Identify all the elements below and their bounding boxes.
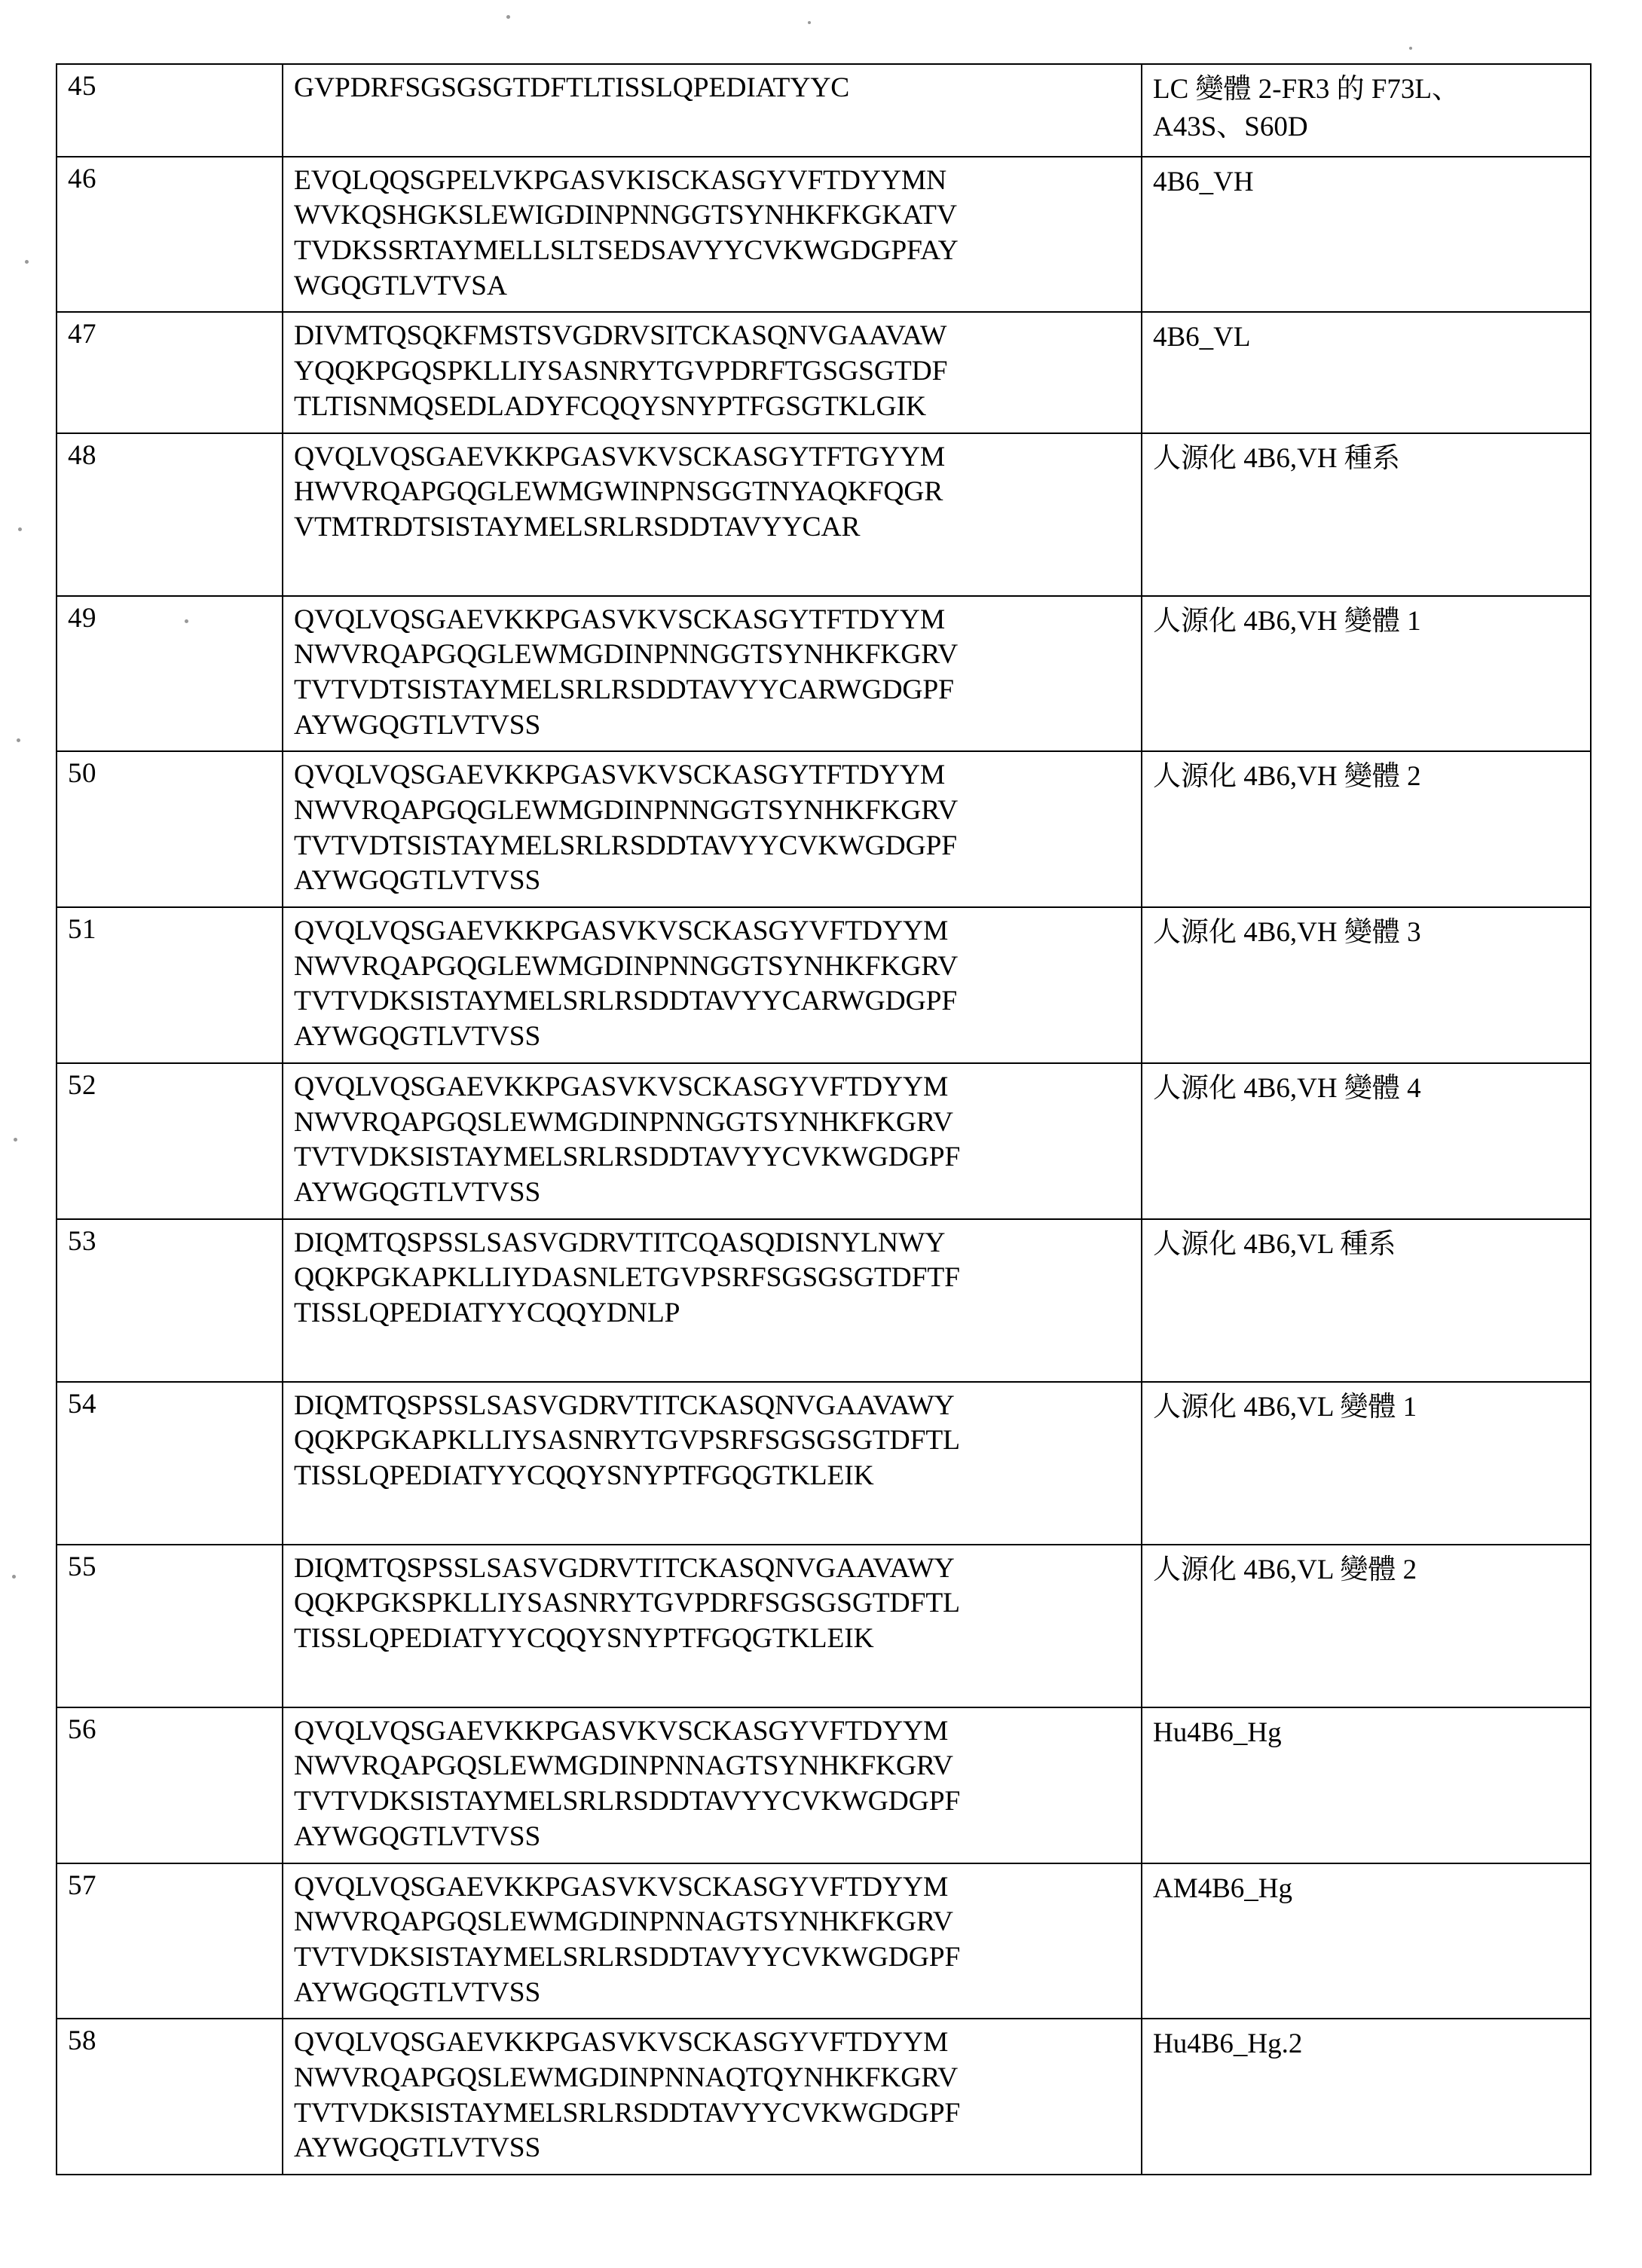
sequence-line: EVQLQQSGPELVKPGASVKISCKASGYVFTDYYMN xyxy=(294,164,947,196)
seq-id-value: 47 xyxy=(68,319,96,350)
description-cell xyxy=(1142,157,1591,313)
description-line: 人源化 4B6,VH 變體 4 xyxy=(1153,1072,1421,1104)
description-text xyxy=(1142,908,1590,959)
table-row xyxy=(57,2019,1591,2175)
scan-speck xyxy=(14,1138,17,1142)
description-line: 人源化 4B6,VL 種系 xyxy=(1153,1228,1396,1260)
table-row xyxy=(57,64,1591,157)
sequence-line: QVQLVQSGAEVKKPGASVKVSCKASGYVFTDYYM xyxy=(294,2027,949,2059)
seq-id-cell xyxy=(57,1382,283,1545)
sequence-text xyxy=(283,157,1141,312)
sequence-line: QVQLVQSGAEVKKPGASVKVSCKASGYTFTDYYM xyxy=(294,604,946,635)
description-text xyxy=(1142,65,1590,154)
sequence-line: TVTVDKSISTAYMELSRLRSDDTAVYYCVKWGDGPF xyxy=(294,1142,961,1173)
sequence-line: DIQMTQSPSSLSASVGDRVTITCKASQNVGAAVAWY xyxy=(294,1552,955,1584)
sequence-line: NWVRQAPGQSLEWMGDINPNNGGTSYNHKFKGRV xyxy=(294,1106,953,1138)
description-cell xyxy=(1142,1863,1591,2019)
description-line: LC 變體 2-FR3 的 F73L、 xyxy=(1153,74,1460,105)
scan-speck xyxy=(808,21,811,24)
sequence-line: NWVRQAPGQSLEWMGDINPNNAGTSYNHKFKGRV xyxy=(294,1906,953,1938)
sequence-line: HWVRQAPGQGLEWMGWINPNSGGTNYAQKFQGR xyxy=(294,476,943,508)
description-text xyxy=(1142,1383,1590,1434)
description-line: 人源化 4B6,VL 變體 2 xyxy=(1153,1554,1417,1585)
seq-id-cell xyxy=(57,596,283,752)
seq-id-value: 54 xyxy=(68,1388,96,1420)
sequence-line: TVTVDTSISTAYMELSRLRSDDTAVYYCARWGDGPF xyxy=(294,674,954,705)
sequence-line: DIQMTQSPSSLSASVGDRVTITCKASQNVGAAVAWY xyxy=(294,1389,955,1421)
seq-id-value: 52 xyxy=(68,1069,96,1101)
sequence-line: QVQLVQSGAEVKKPGASVKVSCKASGYTFTDYYM xyxy=(294,760,946,791)
description-text xyxy=(1142,157,1590,209)
sequence-text xyxy=(283,752,1141,906)
table-row xyxy=(57,433,1591,596)
table-row xyxy=(57,751,1591,907)
cell-spacer xyxy=(294,1494,1136,1536)
sequence-text xyxy=(283,1708,1141,1863)
description-line: 4B6_VL xyxy=(1153,322,1251,353)
sequence-text xyxy=(283,434,1141,595)
seq-id-cell xyxy=(57,1707,283,1863)
seq-id-cell xyxy=(57,1219,283,1382)
description-line: 人源化 4B6,VL 變體 1 xyxy=(1153,1391,1417,1423)
seq-id-value: 58 xyxy=(68,2025,96,2057)
description-text xyxy=(1142,1708,1590,1759)
sequence-line: TLTISNMQSEDLADYFCQQYSNYPTFGSGTKLGIK xyxy=(294,390,926,422)
seq-id-value: 55 xyxy=(68,1551,96,1582)
description-line: Hu4B6_Hg xyxy=(1153,1716,1282,1748)
sequence-cell xyxy=(283,907,1142,1063)
sequence-line: QVQLVQSGAEVKKPGASVKVSCKASGYVFTDYYM xyxy=(294,1071,949,1102)
sequence-line: TISSLQPEDIATYYCQQYSNYPTFGQGTKLEIK xyxy=(294,1623,874,1655)
seq-id-cell xyxy=(57,1063,283,1219)
sequence-line: QVQLVQSGAEVKKPGASVKVSCKASGYVFTDYYM xyxy=(294,915,949,947)
sequence-cell xyxy=(283,157,1142,313)
sequence-cell xyxy=(283,64,1142,157)
table-row xyxy=(57,1063,1591,1219)
sequence-line: TVTVDKSISTAYMELSRLRSDDTAVYYCVKWGDGPF xyxy=(294,1941,961,1973)
sequence-cell xyxy=(283,2019,1142,2175)
seq-id-cell xyxy=(57,64,283,157)
sequence-cell xyxy=(283,1382,1142,1545)
scan-speck xyxy=(506,15,510,19)
sequence-line: TVTVDKSISTAYMELSRLRSDDTAVYYCARWGDGPF xyxy=(294,986,958,1017)
description-cell xyxy=(1142,312,1591,433)
sequence-line: VTMTRDTSISTAYMELSRLRSDDTAVYYCAR xyxy=(294,511,861,543)
sequence-line: AYWGQGTLVTVSS xyxy=(294,1021,541,1053)
sequence-cell xyxy=(283,1545,1142,1707)
seq-id-value: 46 xyxy=(68,163,96,194)
sequence-line: TVTVDTSISTAYMELSRLRSDDTAVYYCVKWGDGPF xyxy=(294,830,958,861)
sequence-line: GVPDRFSGSGSGTDFTLTISSLQPEDIATYYC xyxy=(294,72,850,103)
sequence-cell xyxy=(283,1063,1142,1219)
sequence-cell xyxy=(283,751,1142,907)
description-line: 人源化 4B6,VH 變體 1 xyxy=(1153,605,1421,637)
table-row xyxy=(57,312,1591,433)
sequence-line: DIVMTQSQKFMSTSVGDRVSITCKASQNVGAAVAW xyxy=(294,320,947,352)
description-line: 人源化 4B6,VH 變體 2 xyxy=(1153,761,1421,793)
sequence-cell xyxy=(283,433,1142,596)
sequence-line: AYWGQGTLVTVSS xyxy=(294,709,541,741)
description-text xyxy=(1142,1064,1590,1115)
description-cell xyxy=(1142,596,1591,752)
table-row xyxy=(57,596,1591,752)
description-line: A43S、S60D xyxy=(1153,111,1308,142)
cell-spacer xyxy=(294,1331,1136,1374)
sequence-line: TISSLQPEDIATYYCQQYDNLP xyxy=(294,1297,680,1328)
seq-id-cell xyxy=(57,751,283,907)
seq-id-value: 51 xyxy=(68,914,96,946)
description-text xyxy=(1142,2019,1590,2071)
sequence-text xyxy=(283,597,1141,751)
sequence-text xyxy=(283,1383,1141,1544)
sequence-line: QQKPGKAPKLLIYDASNLETGVPSRFSGSGSGTDFTF xyxy=(294,1262,960,1294)
description-text xyxy=(1142,1545,1590,1597)
cell-spacer xyxy=(294,546,1136,588)
seq-id-value: 57 xyxy=(68,1869,96,1901)
description-line: 人源化 4B6,VH 變體 3 xyxy=(1153,917,1421,949)
description-text xyxy=(1142,313,1590,364)
description-cell xyxy=(1142,1219,1591,1382)
sequence-text xyxy=(283,2019,1141,2174)
table-row xyxy=(57,1382,1591,1545)
cell-spacer xyxy=(294,1657,1136,1699)
sequence-text xyxy=(283,1064,1141,1218)
seq-id-value: 49 xyxy=(68,602,96,634)
table-row xyxy=(57,1707,1591,1863)
seq-id-value: 50 xyxy=(68,758,96,790)
description-cell xyxy=(1142,751,1591,907)
sequence-line: TVTVDKSISTAYMELSRLRSDDTAVYYCVKWGDGPF xyxy=(294,1786,961,1817)
description-line: Hu4B6_Hg.2 xyxy=(1153,2028,1303,2060)
sequence-cell xyxy=(283,596,1142,752)
description-text xyxy=(1142,1220,1590,1271)
description-cell xyxy=(1142,1545,1591,1707)
sequence-cell xyxy=(283,1707,1142,1863)
sequence-line: NWVRQAPGQSLEWMGDINPNNAGTSYNHKFKGRV xyxy=(294,1750,953,1782)
sequence-cell xyxy=(283,1219,1142,1382)
scan-speck xyxy=(25,260,29,264)
sequence-line: AYWGQGTLVTVSS xyxy=(294,1176,541,1208)
description-cell xyxy=(1142,2019,1591,2175)
table-row xyxy=(57,1545,1591,1707)
description-cell xyxy=(1142,907,1591,1063)
sequence-line: DIQMTQSPSSLSASVGDRVTITCQASQDISNYLNWY xyxy=(294,1227,946,1258)
description-text xyxy=(1142,434,1590,485)
seq-id-cell xyxy=(57,2019,283,2175)
description-cell xyxy=(1142,1063,1591,1219)
sequence-line: QQKPGKAPKLLIYSASNRYTGVPSRFSGSGSGTDFTL xyxy=(294,1425,960,1456)
description-cell xyxy=(1142,64,1591,157)
seq-id-cell xyxy=(57,312,283,433)
table-row xyxy=(57,1863,1591,2019)
description-line: 人源化 4B6,VH 種系 xyxy=(1153,442,1400,474)
sequence-line: AYWGQGTLVTVSS xyxy=(294,865,541,897)
description-cell xyxy=(1142,1382,1591,1545)
sequence-line: AYWGQGTLVTVSS xyxy=(294,2132,541,2164)
cell-spacer xyxy=(294,106,1136,148)
sequence-line: NWVRQAPGQGLEWMGDINPNNGGTSYNHKFKGRV xyxy=(294,639,959,671)
sequence-line: NWVRQAPGQGLEWMGDINPNNGGTSYNHKFKGRV xyxy=(294,795,959,826)
sequence-line: QVQLVQSGAEVKKPGASVKVSCKASGYTFTGYYM xyxy=(294,441,946,472)
seq-id-value: 53 xyxy=(68,1225,96,1257)
sequence-line: TISSLQPEDIATYYCQQYSNYPTFGQGTKLEIK xyxy=(294,1460,874,1491)
sequence-line: WVKQSHGKSLEWIGDINPNNGGTSYNHKFKGKATV xyxy=(294,200,957,231)
sequence-line: QVQLVQSGAEVKKPGASVKVSCKASGYVFTDYYM xyxy=(294,1871,949,1903)
sequence-line: TVTVDKSISTAYMELSRLRSDDTAVYYCVKWGDGPF xyxy=(294,2097,961,2129)
table-row xyxy=(57,157,1591,313)
description-text xyxy=(1142,752,1590,803)
description-text xyxy=(1142,1864,1590,1915)
seq-id-value: 45 xyxy=(68,71,96,102)
scan-speck xyxy=(12,1575,16,1579)
seq-id-cell xyxy=(57,1545,283,1707)
table-row xyxy=(57,907,1591,1063)
description-text xyxy=(1142,597,1590,648)
seq-id-cell xyxy=(57,157,283,313)
description-line: AM4B6_Hg xyxy=(1153,1872,1293,1904)
sequence-text xyxy=(283,908,1141,1062)
sequence-line: AYWGQGTLVTVSS xyxy=(294,1820,541,1852)
description-cell xyxy=(1142,1707,1591,1863)
sequence-text xyxy=(283,1220,1141,1381)
description-cell xyxy=(1142,433,1591,596)
sequence-text xyxy=(283,65,1141,156)
scan-speck xyxy=(18,527,22,531)
scan-speck xyxy=(17,738,20,742)
sequence-line: WGQGTLVTVSA xyxy=(294,270,507,301)
sequence-text xyxy=(283,313,1141,432)
scan-speck xyxy=(1409,47,1412,50)
sequence-cell xyxy=(283,312,1142,433)
seq-id-cell xyxy=(57,1863,283,2019)
sequence-line: NWVRQAPGQGLEWMGDINPNNGGTSYNHKFKGRV xyxy=(294,950,959,982)
sequence-text xyxy=(283,1545,1141,1707)
sequence-line: AYWGQGTLVTVSS xyxy=(294,1976,541,2008)
sequence-line: QVQLVQSGAEVKKPGASVKVSCKASGYVFTDYYM xyxy=(294,1715,949,1747)
sequence-listing-table xyxy=(56,63,1592,2175)
table-row xyxy=(57,1219,1591,1382)
sequence-line: YQQKPGQSPKLLIYSASNRYTGVPDRFTGSGSGTDF xyxy=(294,356,948,387)
seq-id-value: 56 xyxy=(68,1713,96,1745)
seq-id-cell xyxy=(57,433,283,596)
sequence-line: TVDKSSRTAYMELLSLTSEDSAVYYCVKWGDGPFAY xyxy=(294,235,959,267)
sequence-text xyxy=(283,1864,1141,2019)
sequence-line: NWVRQAPGQSLEWMGDINPNNAQTQYNHKFKGRV xyxy=(294,2062,959,2093)
description-line: 4B6_VH xyxy=(1153,166,1254,197)
sequence-line: QQKPGKSPKLLIYSASNRYTGVPDRFSGSGSGTDFTL xyxy=(294,1588,960,1619)
seq-id-value: 48 xyxy=(68,439,96,471)
seq-id-cell xyxy=(57,907,283,1063)
sequence-cell xyxy=(283,1863,1142,2019)
table-body xyxy=(57,64,1591,2175)
